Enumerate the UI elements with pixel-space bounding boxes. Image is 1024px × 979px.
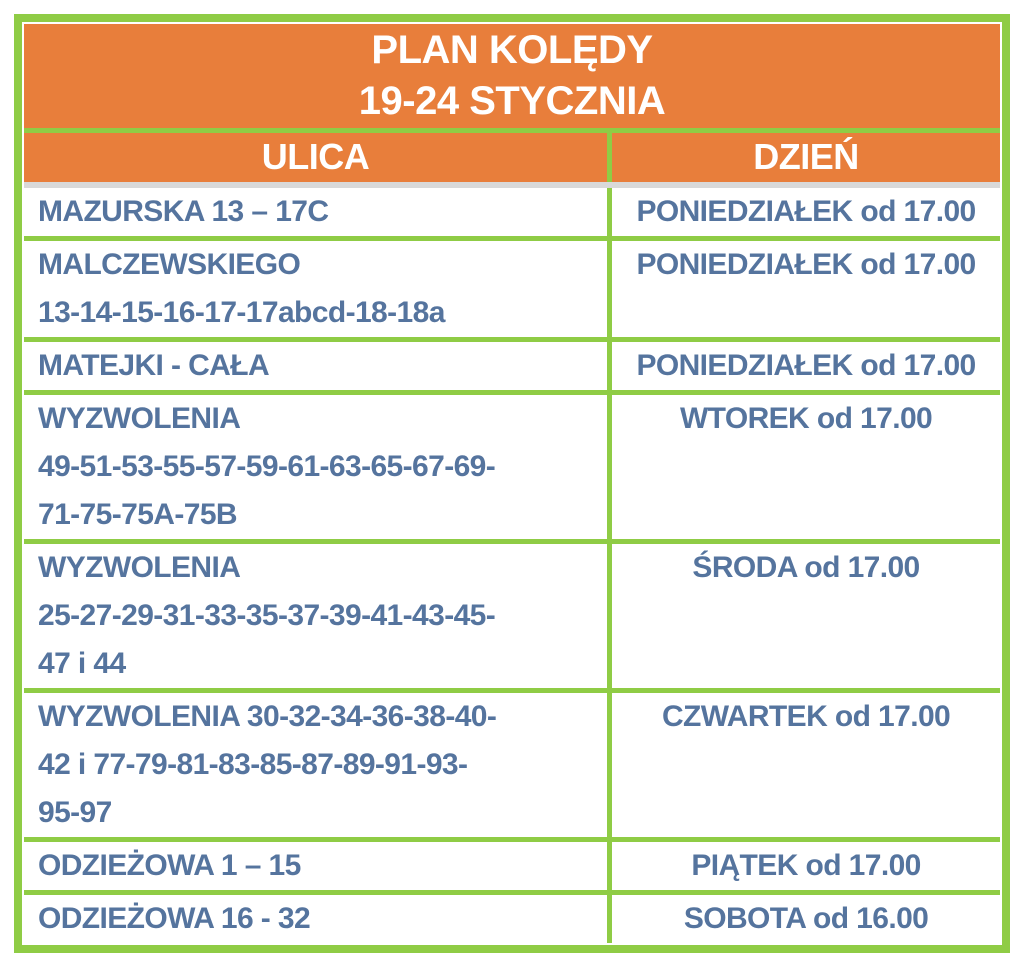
street-line: MALCZEWSKIEGO xyxy=(38,247,301,281)
street-line: 95-97 xyxy=(38,795,112,829)
title-line-1: PLAN KOLĘDY xyxy=(371,28,653,72)
table-row xyxy=(24,238,1000,339)
street-cell xyxy=(24,339,610,392)
table-row xyxy=(24,839,1000,892)
day-cell: ŚRODA od 17.00 xyxy=(610,541,1000,690)
title-line-2: 19-24 STYCZNIA xyxy=(358,79,666,123)
table-body xyxy=(24,185,1000,943)
table-row xyxy=(24,541,1000,690)
table-row xyxy=(24,690,1000,839)
street-cell xyxy=(24,892,610,943)
table-row xyxy=(24,339,1000,392)
table-row xyxy=(24,392,1000,541)
street-line: 49-51-53-55-57-59-61-63-65-67-69- xyxy=(38,449,496,483)
day-cell: CZWARTEK od 17.00 xyxy=(610,690,1000,839)
title-row xyxy=(24,24,1000,131)
table-row xyxy=(24,185,1000,239)
street-cell xyxy=(24,541,610,690)
street-line: MATEJKI - CAŁA xyxy=(38,348,270,382)
day-cell: SOBOTA od 16.00 xyxy=(610,892,1000,943)
street-line: ODZIEŻOWA 1 – 15 xyxy=(38,848,301,882)
day-cell: PIĄTEK od 17.00 xyxy=(610,839,1000,892)
street-line: WYZWOLENIA xyxy=(38,401,241,435)
column-header-row xyxy=(24,131,1000,185)
street-line: WYZWOLENIA 30-32-34-36-38-40- xyxy=(38,699,497,733)
day-cell: PONIEDZIAŁEK od 17.00 xyxy=(610,238,1000,339)
street-line: 25-27-29-31-33-35-37-39-41-43-45- xyxy=(38,598,496,632)
column-header-ulica: ULICA xyxy=(24,131,610,185)
street-cell xyxy=(24,392,610,541)
table-row xyxy=(24,892,1000,943)
street-line: 47 i 44 xyxy=(38,646,126,680)
plan-table xyxy=(24,24,1000,943)
street-cell xyxy=(24,839,610,892)
column-header-dzien: DZIEŃ xyxy=(610,131,1000,185)
street-line: 42 i 77-79-81-83-85-87-89-91-93- xyxy=(38,747,468,781)
table-title xyxy=(24,24,1000,131)
street-cell xyxy=(24,238,610,339)
street-line: 13-14-15-16-17-17abcd-18-18a xyxy=(38,295,445,329)
street-line: WYZWOLENIA xyxy=(38,550,241,584)
street-line: MAZURSKA 13 – 17C xyxy=(38,194,329,228)
street-cell xyxy=(24,690,610,839)
day-cell: PONIEDZIAŁEK od 17.00 xyxy=(610,339,1000,392)
day-cell: WTOREK od 17.00 xyxy=(610,392,1000,541)
street-line: 71-75-75A-75B xyxy=(38,497,237,531)
plan-table-frame xyxy=(14,14,1010,953)
day-cell: PONIEDZIAŁEK od 17.00 xyxy=(610,185,1000,239)
street-cell xyxy=(24,185,610,239)
street-line: ODZIEŻOWA 16 - 32 xyxy=(38,901,311,935)
